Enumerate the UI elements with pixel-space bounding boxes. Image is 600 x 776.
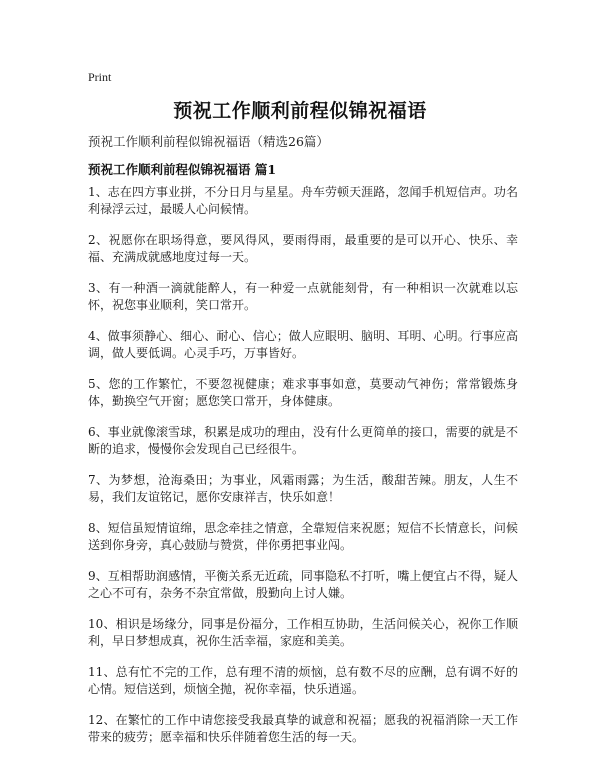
paragraph-5: 5、您的工作繁忙，不要忽视健康；难求事事如意，莫要动气神伤；常常锻炼身体，勤换空气开窗；愿您笑口常开，身体健康。 — [88, 377, 518, 408]
page-title: 预祝工作顺利前程似锦祝福语 — [173, 100, 427, 122]
paragraph-8: 8、短信虽短情谊绵，思念牵挂之情意，全靠短信来祝愿；短信不长情意长，问候送到你身旁，真心鼓励与赞赏，伴你勇把事业闯。 — [88, 521, 518, 552]
paragraph-7: 7、为梦想，沧海桑田；为事业，风霜雨露；为生活，酸甜苦辣。朋友，人生不易，我们友谊铭记，愿你安康祥吉，快乐如意！ — [88, 473, 518, 504]
paragraph-10: 10、相识是场缘分，同事是份福分，工作相互协助，生活问候关心，祝你工作顺利，早日梦想成真，祝你生活幸福，家庭和美美。 — [88, 617, 518, 648]
paragraph-9: 9、互相帮助润感情，平衡关系无近疏，同事隐私不打听，嘴上便宜占不得，疑人之心不可有，杂务不杂宜常做，殷勤向上讨人嫌。 — [88, 569, 518, 600]
paragraph-4: 4、做事须静心、细心、耐心、信心；做人应眼明、脑明、耳明、心明。行事应高调，做人要低调。心灵手巧，万事皆好。 — [88, 329, 518, 360]
paragraph-list — [88, 184, 518, 760]
paragraph-12: 12、在繁忙的工作中请您接受我最真挚的诚意和祝福；愿我的祝福消除一天工作带来的疲劳；愿幸福和快乐伴随着您生活的每一天。 — [88, 713, 518, 744]
paragraph-1: 1、志在四方事业拼，不分日月与星星。舟车劳顿天涯路，忽闻手机短信声。功名利禄浮云过，最暖人心问候情。 — [88, 185, 518, 216]
document-subtitle: 预祝工作顺利前程似锦祝福语（精选26篇） — [88, 134, 329, 149]
paragraph-2: 2、祝愿你在职场得意，要风得风，要雨得雨，最重要的是可以开心、快乐、幸福、充满成就感地度过每一天。 — [88, 233, 518, 264]
paragraph-6: 6、事业就像滚雪球，积累是成功的理由，没有什么更简单的接口，需要的就是不断的追求，慢慢你会发现自己已经很牛。 — [88, 425, 518, 456]
paragraph-11: 11、总有忙不完的工作，总有理不清的烦恼，总有数不尽的应酬，总有调不好的心情。短信送到，烦恼全抛，祝你幸福，快乐逍遥。 — [88, 665, 518, 696]
paragraph-3: 3、有一种酒一滴就能醉人，有一种爱一点就能刻骨，有一种相识一次就难以忘怀，祝您事业顺利，笑口常开。 — [88, 281, 518, 312]
section-heading: 预祝工作顺利前程似锦祝福语 篇1 — [88, 162, 277, 177]
print-link[interactable]: Print — [88, 70, 112, 84]
